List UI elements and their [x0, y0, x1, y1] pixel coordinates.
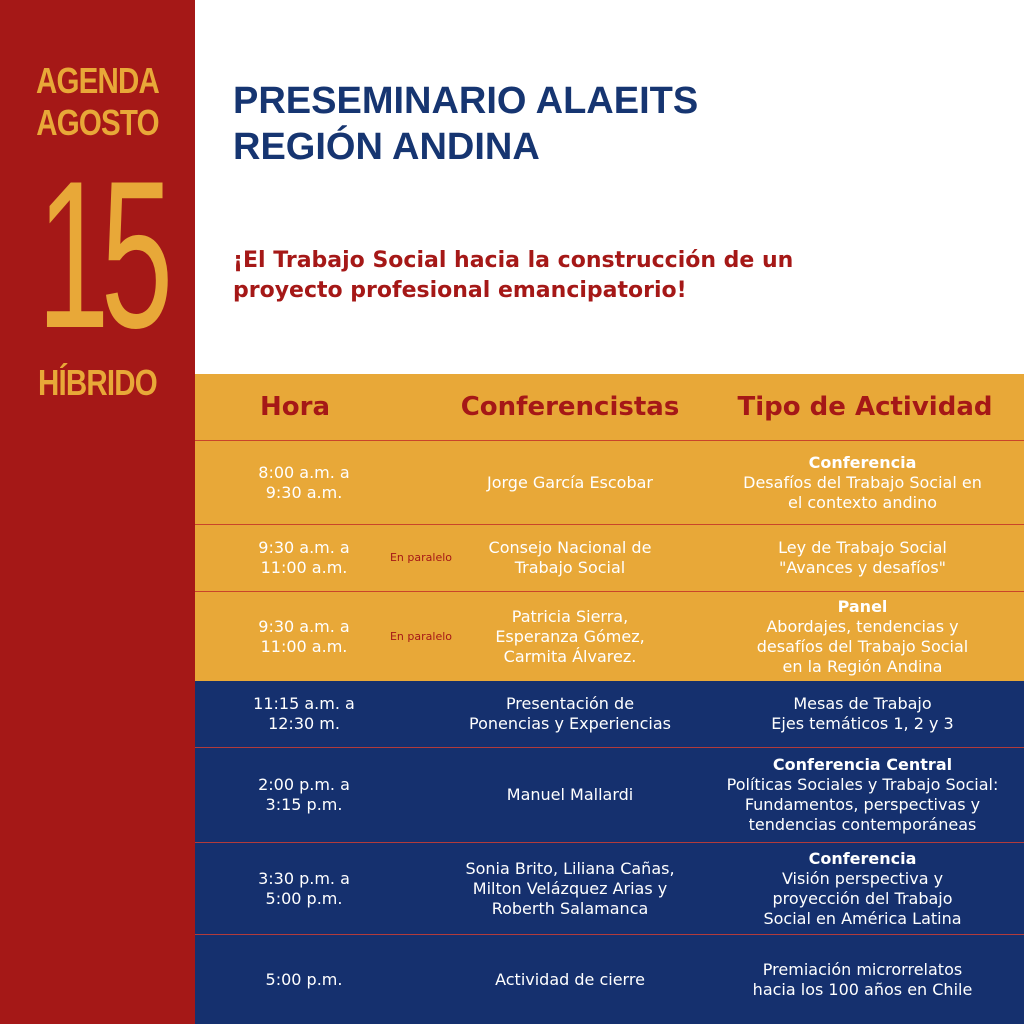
row-time: 2:00 p.m. a 3:15 p.m.: [258, 775, 350, 814]
sidebar: [0, 0, 195, 1024]
agenda-table: [195, 374, 1024, 1024]
row-speakers: Consejo Nacional de Trabajo Social: [488, 538, 652, 577]
row-activity: [700, 441, 1024, 524]
header-activity: Tipo de Actividad: [737, 392, 993, 422]
activity-type: Conferencia Central: [772, 755, 953, 774]
table-row: [195, 440, 1024, 524]
row-speakers: Jorge García Escobar: [486, 472, 654, 492]
row-time: 9:30 a.m. a 11:00 a.m.: [258, 616, 350, 656]
row-speakers: Manuel Mallardi: [506, 785, 634, 804]
agenda-month-label: [18, 60, 178, 144]
page-subtitle: ¡El Trabajo Social hacia la construcción de un proyecto profesional emancipatorio!: [233, 248, 794, 303]
row-activity: [700, 935, 1024, 1024]
row-speakers: Presentación de Ponencias y Experiencias: [469, 694, 671, 733]
day-number: 15: [37, 137, 165, 372]
month-label: AGOSTO: [36, 102, 159, 143]
table-row: [195, 842, 1024, 934]
activity-description: Ley de Trabajo Social "Avances y desafíos": [778, 538, 947, 577]
header-speakers: Conferencistas: [460, 392, 680, 422]
row-activity: [700, 592, 1024, 681]
header-time: Hora: [260, 392, 330, 422]
activity-description: Desafíos del Trabajo Social en el contexto andino: [743, 472, 982, 512]
table-row: [195, 524, 1024, 591]
activity-type: Conferencia: [808, 452, 917, 472]
activity-description: Abordajes, tendencias y desafíos del Trabajo Social en la Región Andina: [756, 616, 969, 676]
activity-description: Visión perspectiva y proyección del Trabajo Social en América Latina: [763, 868, 962, 928]
table-header-row: [195, 374, 1024, 440]
event-mode: HÍBRIDO: [38, 362, 157, 403]
row-speakers: Actividad de cierre: [495, 969, 645, 989]
row-speakers: Sonia Brito, Liliana Cañas, Milton Velázquez Arias y Roberth Salamanca: [465, 858, 675, 918]
row-time: 5:00 p.m.: [265, 969, 343, 989]
row-activity: [700, 748, 1024, 842]
row-activity: [700, 525, 1024, 591]
page-title: PRESEMINARIO ALAEITS REGIÓN ANDINA: [233, 80, 699, 168]
table-row: [195, 681, 1024, 747]
activity-type: Conferencia: [808, 848, 917, 868]
parallel-note: En paralelo: [389, 551, 452, 564]
row-time: 9:30 a.m. a 11:00 a.m.: [258, 538, 350, 577]
row-time: 3:30 p.m. a 5:00 p.m.: [258, 868, 350, 908]
row-time: 11:15 a.m. a 12:30 m.: [253, 694, 355, 733]
table-row: [195, 591, 1024, 681]
activity-description: Premiación microrrelatos hacia los 100 años en Chile: [752, 959, 973, 999]
row-speakers: Patricia Sierra, Esperanza Gómez, Carmita Álvarez.: [495, 606, 645, 666]
row-time: 8:00 a.m. a 9:30 a.m.: [258, 462, 350, 502]
activity-description: Mesas de Trabajo Ejes temáticos 1, 2 y 3: [771, 694, 954, 733]
header: [195, 0, 1024, 374]
table-row: [195, 747, 1024, 842]
table-row: [195, 934, 1024, 1024]
agenda-label: AGENDA: [35, 60, 159, 101]
parallel-note: En paralelo: [389, 629, 452, 643]
activity-type: Panel: [837, 596, 888, 616]
row-activity: [700, 681, 1024, 747]
activity-description: Políticas Sociales y Trabajo Social: Fundamentos, perspectivas y tendencias contemporáneas: [726, 775, 999, 834]
row-activity: [700, 843, 1024, 934]
